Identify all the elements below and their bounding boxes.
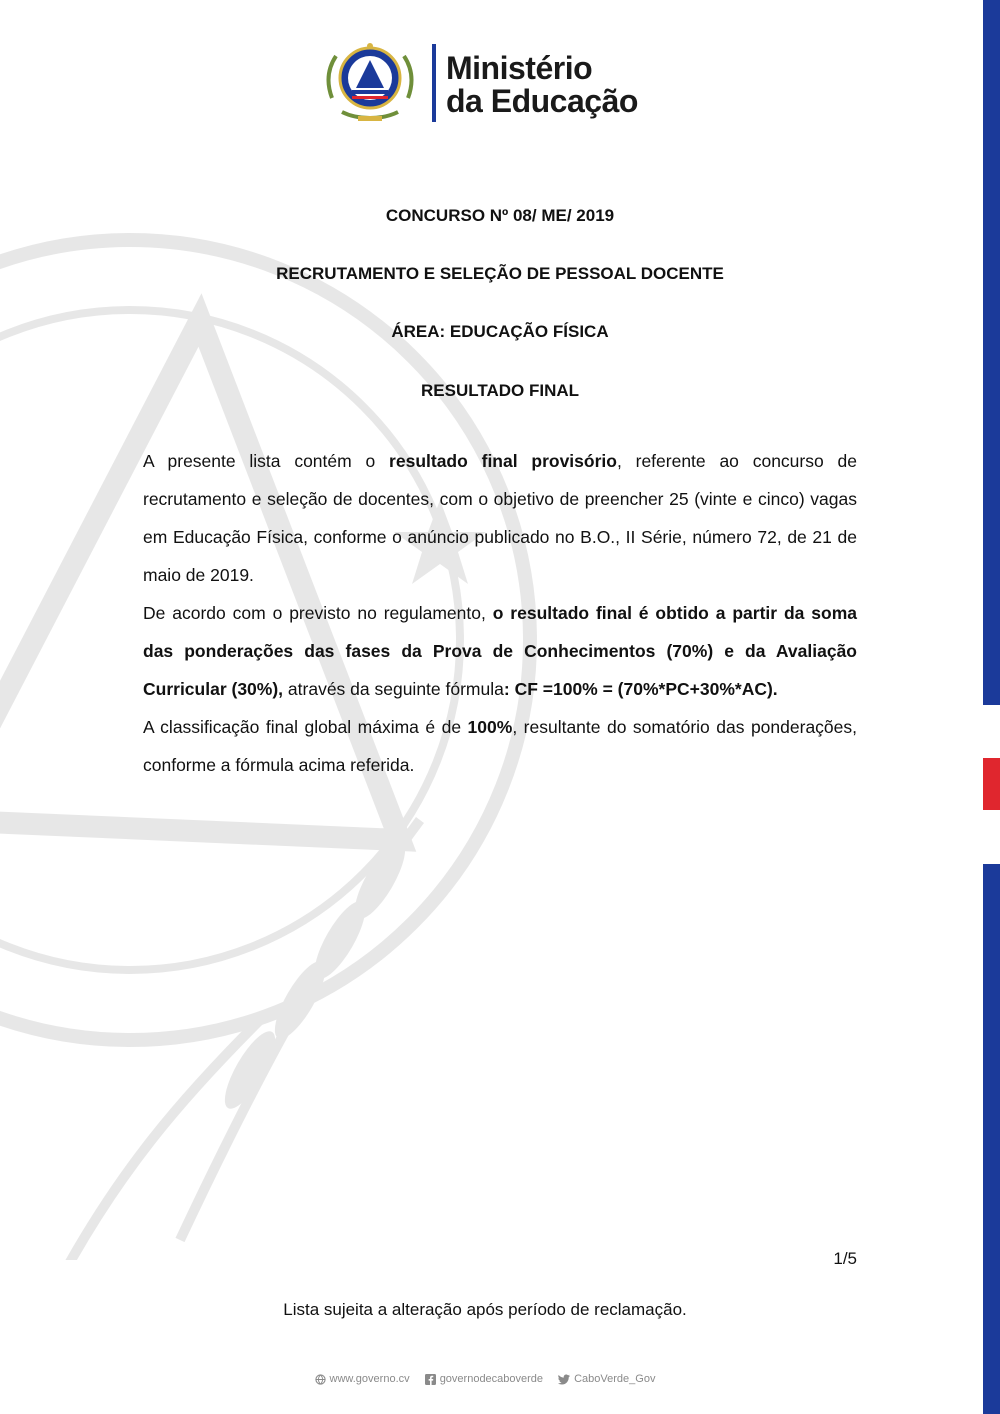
logo-title-line2: da Educação [446, 83, 638, 119]
coat-of-arms-icon [322, 38, 418, 126]
facebook-icon [425, 1374, 436, 1385]
twitter-icon [558, 1374, 570, 1385]
contest-number-heading: CONCURSO Nº 08/ ME/ 2019 [385, 206, 615, 225]
paragraph-max-score [143, 708, 857, 784]
paragraph-max-score-text-2: , resultante do somatório das ponderações, conforme a fórmula acima referida. [143, 717, 857, 775]
paragraph-formula-text-2: através da seguinte fórmula [283, 679, 504, 699]
logo-divider [432, 44, 436, 122]
paragraph-intro-text: A presente lista contém o [143, 451, 390, 471]
paragraph-intro-text-2: , referente ao concurso de recrutamento e seleção de docentes, com o objetivo de preencher 25 (vinte e cinco) vagas em Educação Física, conforme o anúncio publicado no B.O., II Série, número 72, de 21 de maio de 2019. [143, 451, 857, 585]
paragraph-formula-text: De acordo com o previsto no regulamento, [143, 603, 493, 623]
formula: : CF =100% = (70%*PC+30%*AC). [503, 679, 778, 699]
globe-icon [315, 1374, 326, 1385]
footer-twitter-text: CaboVerde_Gov [574, 1373, 656, 1385]
body-text [143, 442, 857, 784]
recruitment-heading: RECRUTAMENTO E SELEÇÃO DE PESSOAL DOCENTE [276, 264, 724, 283]
result-heading: RESULTADO FINAL [420, 381, 580, 400]
ministry-logo [322, 38, 682, 128]
blue-stripe-bottom [983, 864, 1000, 1414]
footer-twitter[interactable] [558, 1370, 655, 1388]
footer-facebook[interactable] [425, 1370, 543, 1388]
blue-stripe-top [983, 0, 1000, 705]
logo-title-line1: Ministério [446, 50, 593, 86]
red-stripe [983, 758, 1000, 810]
disclaimer-text: Lista sujeita a alteração após período de reclamação. [283, 1300, 687, 1319]
page-number: 1/5 [833, 1249, 857, 1268]
paragraph-intro [143, 442, 857, 594]
footer-website-text: www.governo.cv [329, 1373, 410, 1385]
paragraph-formula [143, 594, 857, 708]
paragraph-intro-bold: resultado final provisório [389, 451, 617, 471]
area-heading: ÁREA: EDUCAÇÃO FÍSICA [391, 322, 609, 341]
footer [0, 1370, 970, 1388]
footer-facebook-text: governodecaboverde [439, 1373, 544, 1385]
paragraph-max-score-text: A classificação final global máxima é de [143, 717, 468, 737]
max-score-value: 100% [467, 717, 513, 737]
footer-website[interactable] [315, 1370, 410, 1388]
paragraph-formula-bold: o resultado final é obtido a partir da soma das ponderações das fases da Prova de Conhecimentos (70%) e da Avaliação Curricular (30%), [143, 603, 857, 699]
